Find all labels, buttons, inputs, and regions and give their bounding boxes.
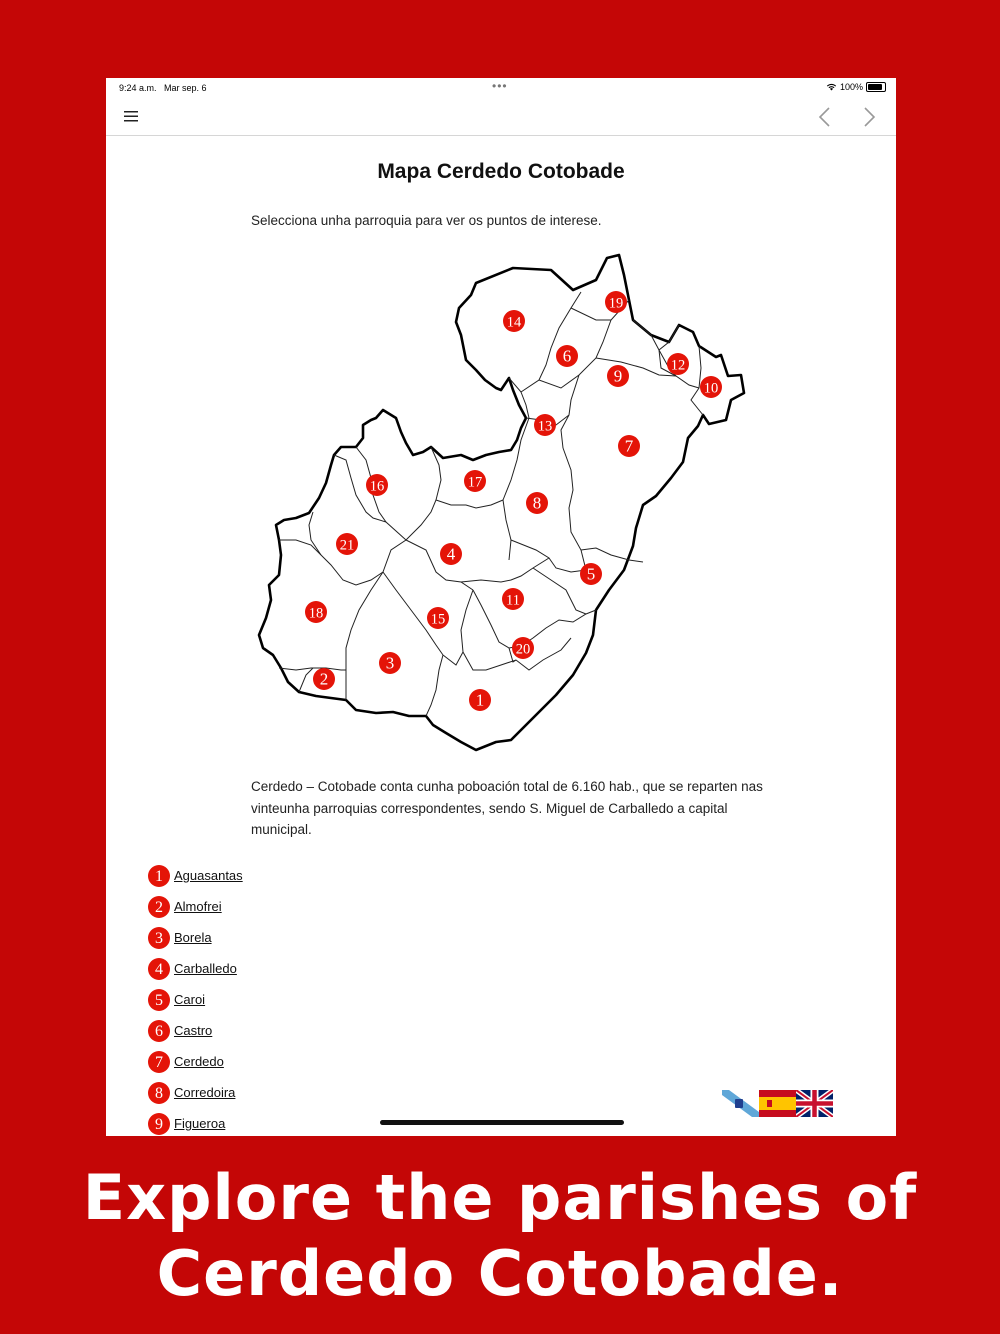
map-marker-16[interactable] [366, 474, 388, 496]
promo-caption [0, 1160, 1000, 1312]
parish-number-badge: 1 [148, 865, 170, 887]
map-marker-label: 12 [670, 357, 686, 374]
chevron-left-icon[interactable] [814, 105, 836, 129]
uk-flag-icon[interactable] [796, 1090, 833, 1117]
promo-caption-line-1: Explore the parishes of [82, 1161, 918, 1234]
spanish-flag-icon[interactable] [759, 1090, 796, 1117]
status-time-text: 9:24 a.m. [119, 83, 157, 93]
map-marker-6[interactable] [556, 345, 578, 367]
parish-link[interactable]: Carballedo [174, 961, 237, 976]
map-marker-label: 20 [515, 641, 531, 658]
map-marker-label: 8 [532, 493, 542, 513]
map-marker-17[interactable] [464, 470, 486, 492]
map-marker-20[interactable] [512, 637, 534, 659]
parish-link[interactable]: Castro [174, 1023, 213, 1038]
map-marker-label: 19 [608, 295, 624, 312]
map-marker-1[interactable] [469, 689, 491, 711]
parish-number-badge: 5 [148, 989, 170, 1011]
parish-link[interactable]: Corredoira [174, 1085, 236, 1100]
map-marker-label: 15 [430, 611, 446, 628]
map-marker-15[interactable] [427, 607, 449, 629]
parish-map [251, 250, 751, 760]
parish-number-badge: 2 [148, 896, 170, 918]
map-marker-label: 21 [339, 537, 355, 554]
status-time [119, 83, 207, 93]
parish-list [148, 860, 243, 1136]
parish-link[interactable]: Caroi [174, 992, 206, 1007]
map-marker-18[interactable] [305, 601, 327, 623]
parish-list-item[interactable] [148, 1015, 243, 1046]
hamburger-icon[interactable] [124, 109, 140, 123]
status-bar [106, 78, 896, 98]
page-title: Mapa Cerdedo Cotobade [377, 160, 625, 183]
map-marker-14[interactable] [503, 310, 525, 332]
promo-caption-line-2: Cerdedo Cotobade. [156, 1237, 844, 1310]
map-marker-3[interactable] [379, 652, 401, 674]
parish-list-item[interactable] [148, 953, 243, 984]
map-marker-label: 5 [586, 564, 596, 584]
map-marker-8[interactable] [526, 492, 548, 514]
map-marker-2[interactable] [313, 668, 335, 690]
parish-number-badge: 4 [148, 958, 170, 980]
parish-link[interactable]: Almofrei [174, 899, 222, 914]
galician-flag-icon[interactable] [722, 1090, 759, 1117]
language-switcher [722, 1090, 833, 1117]
map-marker-label: 1 [475, 690, 485, 710]
parish-link[interactable]: Borela [174, 930, 212, 945]
map-marker-label: 4 [446, 544, 456, 564]
parish-list-item[interactable] [148, 1046, 243, 1077]
parish-list-item[interactable] [148, 922, 243, 953]
map-marker-7[interactable] [618, 435, 640, 457]
home-indicator[interactable] [380, 1120, 624, 1125]
parish-link[interactable]: Aguasantas [174, 868, 243, 883]
chevron-right-icon[interactable] [858, 105, 880, 129]
map-marker-label: 11 [506, 592, 520, 609]
wifi-icon [826, 83, 837, 91]
parish-number-badge: 9 [148, 1113, 170, 1135]
map-marker-21[interactable] [336, 533, 358, 555]
parish-number-badge: 7 [148, 1051, 170, 1073]
map-marker-5[interactable] [580, 563, 602, 585]
population-description: Cerdedo – Cotobade conta cunha poboación total de 6.160 hab., que se reparten nas vinteunha parroquias correspondentes, sendo S. Miguel de Carballedo a capital municipal. [251, 779, 763, 837]
app-screen [106, 78, 896, 1136]
parish-list-item[interactable] [148, 1077, 243, 1108]
map-marker-4[interactable] [440, 543, 462, 565]
battery-icon [866, 82, 886, 92]
battery-percent: 100% [839, 82, 863, 92]
map-marker-19[interactable] [605, 291, 627, 313]
map-marker-label: 3 [385, 653, 395, 673]
parish-list-item[interactable] [148, 984, 243, 1015]
map-marker-12[interactable] [667, 353, 689, 375]
map-marker-13[interactable] [534, 414, 556, 436]
map-marker-label: 2 [319, 669, 329, 689]
parish-link[interactable]: Cerdedo [174, 1054, 224, 1069]
map-marker-label: 10 [703, 380, 719, 397]
status-date: Mar sep. 6 [164, 83, 207, 93]
map-marker-label: 7 [624, 436, 634, 456]
parish-number-badge: 6 [148, 1020, 170, 1042]
map-marker-label: 14 [506, 314, 522, 331]
multitask-dots-icon[interactable]: ••• [492, 79, 508, 93]
toolbar [106, 98, 896, 136]
map-marker-label: 17 [467, 474, 483, 491]
parish-list-item[interactable] [148, 860, 243, 891]
map-marker-label: 18 [308, 605, 324, 622]
map-marker-11[interactable] [502, 588, 524, 610]
intro-text: Selecciona unha parroquia para ver os puntos de interese. [251, 213, 602, 228]
map-marker-label: 16 [369, 478, 385, 495]
parish-link[interactable]: Figueroa [174, 1116, 226, 1131]
map-marker-label: 13 [537, 418, 553, 435]
map-marker-label: 6 [562, 346, 572, 366]
map-marker-9[interactable] [607, 365, 629, 387]
map-marker-10[interactable] [700, 376, 722, 398]
map-marker-label: 9 [613, 366, 623, 386]
status-right [826, 82, 886, 92]
parish-list-item[interactable] [148, 1108, 243, 1136]
parish-number-badge: 8 [148, 1082, 170, 1104]
parish-number-badge: 3 [148, 927, 170, 949]
parish-list-item[interactable] [148, 891, 243, 922]
